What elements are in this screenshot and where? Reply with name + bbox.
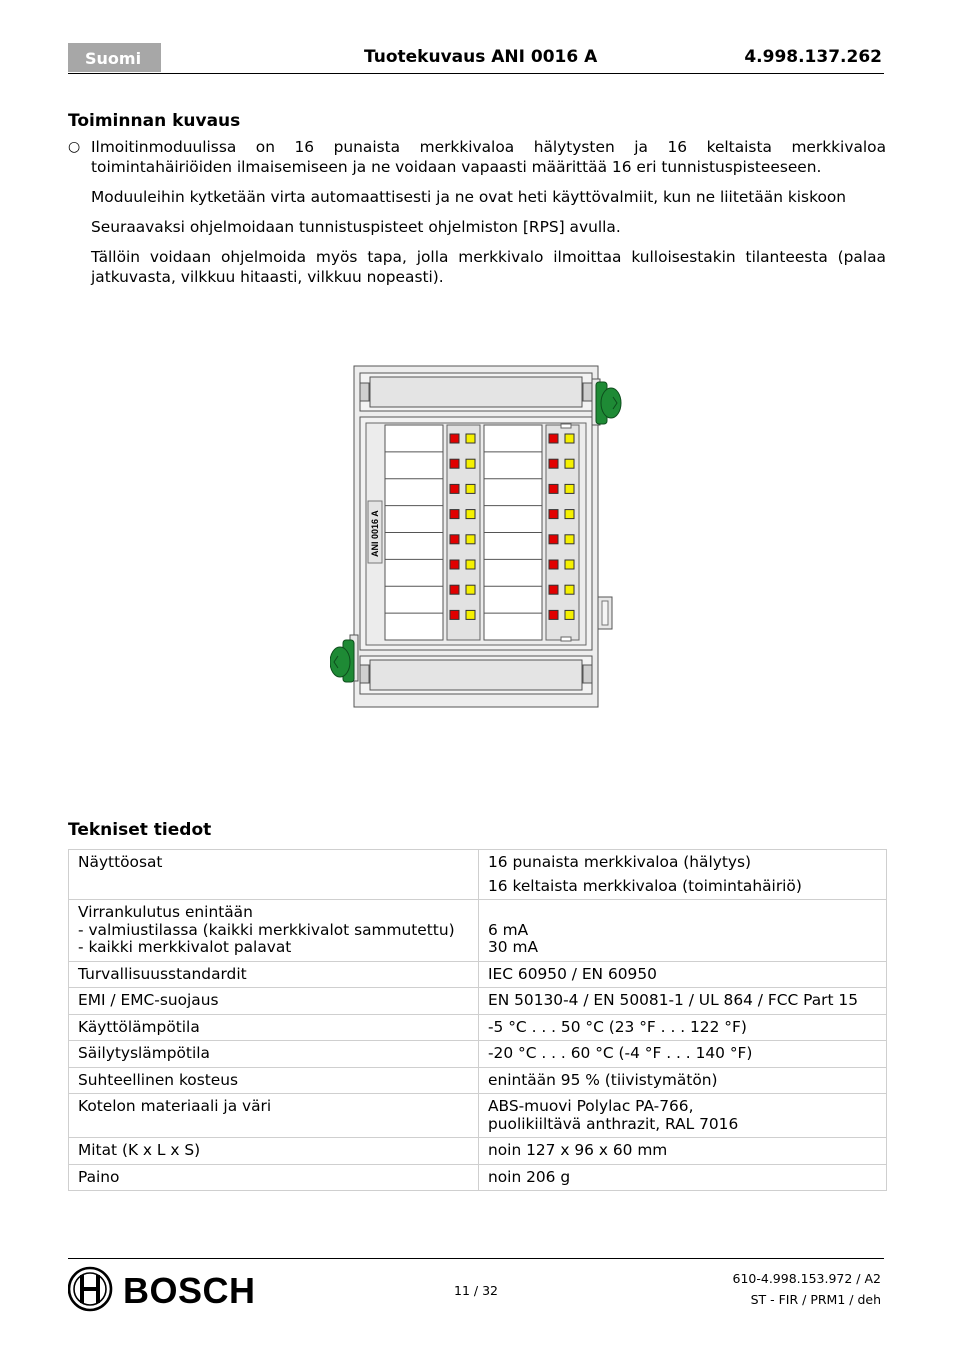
alarm-led <box>549 535 558 544</box>
bullet-circle-icon: ○ <box>68 139 81 155</box>
fault-led <box>565 434 574 443</box>
bottom-rail-slot <box>370 660 582 690</box>
spec-key <box>69 850 479 900</box>
alarm-led <box>549 510 558 519</box>
fault-led <box>565 484 574 493</box>
fault-led <box>466 484 475 493</box>
fault-led <box>565 610 574 619</box>
alarm-led <box>549 610 558 619</box>
spec-key-line: Näyttöosat <box>78 853 163 871</box>
document-title: Tuotekuvaus ANI 0016 A <box>364 47 598 67</box>
fault-led <box>565 560 574 569</box>
spec-row <box>69 900 887 962</box>
spec-key <box>69 900 479 962</box>
fault-led <box>565 459 574 468</box>
spec-value-line: 16 keltaista merkkivaloa (toimintahäiriö) <box>488 876 802 895</box>
page-header <box>68 43 884 74</box>
alarm-led <box>549 560 558 569</box>
description-paragraph: Moduuleihin kytketään virta automaattisesti ja ne ovat heti käyttövalmiit, kun ne liitetään kiskoon <box>91 188 847 206</box>
description-text <box>68 137 886 297</box>
bottom-rail-knob-icon <box>330 635 358 682</box>
document-number: 4.998.137.262 <box>744 47 882 67</box>
spec-row <box>69 1014 887 1041</box>
module-illustration <box>330 365 624 709</box>
description-heading: Toiminnan kuvaus <box>68 111 241 131</box>
alarm-led <box>549 434 558 443</box>
spec-row <box>69 988 887 1015</box>
bosch-logo <box>68 1266 278 1312</box>
spec-row <box>69 961 887 988</box>
spec-row <box>69 850 887 900</box>
spec-value <box>479 1164 887 1191</box>
spec-key <box>69 1067 479 1094</box>
spec-key-line: Paino <box>78 1167 120 1186</box>
spec-key-line: Turvallisuusstandardit <box>78 964 247 983</box>
spec-key <box>69 1094 479 1138</box>
spec-key <box>69 1138 479 1165</box>
spec-value-line: 30 mA <box>488 938 538 956</box>
spec-key-line: Mitat (K x L x S) <box>78 1141 201 1159</box>
description-paragraph: Seuraavaksi ohjelmoidaan tunnistuspisteet ohjelmiston [RPS] avulla. <box>91 218 621 236</box>
language-tab: Suomi <box>68 43 161 72</box>
module-label: ANI 0016 A <box>370 510 380 557</box>
specs-heading: Tekniset tiedot <box>68 820 212 840</box>
document-reference-line: ST - FIR / PRM1 / deh <box>750 1292 881 1307</box>
spec-value <box>479 961 887 988</box>
spec-row <box>69 1094 887 1138</box>
bosch-armature-icon <box>69 1268 111 1310</box>
description-paragraph: Tällöin voidaan ohjelmoida myös tapa, jolla merkkivalo ilmoittaa kulloisestakin tilanteesta (palaa jatkuvasta, vilkkuu hitaasti, vilkkuu nopeasti). <box>91 248 886 286</box>
spec-value-line: 6 mA <box>488 920 529 939</box>
spec-value-line: noin 206 g <box>488 1167 571 1186</box>
spec-value-line: IEC 60950 / EN 60950 <box>488 964 657 983</box>
fault-led <box>466 434 475 443</box>
spec-row <box>69 1138 887 1165</box>
alarm-led <box>450 610 459 619</box>
spec-row <box>69 1164 887 1191</box>
fault-led <box>466 585 475 594</box>
spec-value-line <box>488 904 877 922</box>
spec-key <box>69 1014 479 1041</box>
spec-value <box>479 850 887 900</box>
spec-row <box>69 1041 887 1068</box>
fault-led <box>565 510 574 519</box>
fault-led <box>466 459 475 468</box>
alarm-led <box>450 434 459 443</box>
alarm-led <box>549 459 558 468</box>
spec-value <box>479 1094 887 1138</box>
fault-led <box>466 610 475 619</box>
spec-row <box>69 1067 887 1094</box>
spec-key-line: EMI / EMC-suojaus <box>78 991 219 1009</box>
spec-value-line: noin 127 x 96 x 60 mm <box>488 1141 668 1159</box>
spec-key <box>69 1164 479 1191</box>
fault-led <box>466 560 475 569</box>
fault-led <box>565 535 574 544</box>
alarm-led <box>450 560 459 569</box>
spec-key <box>69 1041 479 1068</box>
spec-value-line: 16 punaista merkkivaloa (hälytys) <box>488 853 752 871</box>
spec-key-line: Virrankulutus enintään <box>78 903 253 921</box>
top-rail-knob-icon <box>592 379 621 425</box>
description-paragraph: ○ Ilmoitinmoduulissa on 16 punaista merkkivaloa hälytysten ja 16 keltaista merkkivaloa toimintahäiriöiden ilmaisemiseen ja ne voidaan vapaasti määrittää 16 eri tunnistuspisteeseen. <box>68 138 886 176</box>
spec-value <box>479 1067 887 1094</box>
led-strip-right <box>546 425 579 640</box>
spec-key-line: Kotelon materiaali ja väri <box>78 1097 272 1115</box>
spec-value-line: puolikiiltävä anthrazit, RAL 7016 <box>488 1114 739 1133</box>
alarm-led <box>450 459 459 468</box>
spec-value <box>479 900 887 962</box>
spec-key <box>69 988 479 1015</box>
spec-value-line: ABS-muovi Polylac PA-766, <box>488 1097 694 1115</box>
alarm-led <box>450 535 459 544</box>
spec-key <box>69 961 479 988</box>
fault-led <box>565 585 574 594</box>
spec-key-line: - kaikki merkkivalot palavat <box>78 938 292 956</box>
alarm-led <box>549 484 558 493</box>
fault-led <box>466 510 475 519</box>
fault-led <box>466 535 475 544</box>
spec-value-line: EN 50130-4 / EN 50081-1 / UL 864 / FCC Part 15 <box>488 991 858 1009</box>
document-reference <box>733 1268 881 1310</box>
bosch-wordmark: BOSCH <box>123 1270 256 1311</box>
spec-key-line: Suhteellinen kosteus <box>78 1070 239 1089</box>
spec-value <box>479 1138 887 1165</box>
spec-key-line: - valmiustilassa (kaikki merkkivalot sammutettu) <box>78 920 455 939</box>
page-number: 11 / 32 <box>454 1283 498 1298</box>
top-rail-slot <box>370 377 582 407</box>
spec-value <box>479 988 887 1015</box>
document-reference-line: 610-4.998.153.972 / A2 <box>732 1271 881 1286</box>
alarm-led <box>450 585 459 594</box>
spec-value <box>479 1014 887 1041</box>
led-strip-left <box>447 425 480 640</box>
alarm-led <box>450 510 459 519</box>
alarm-led <box>450 484 459 493</box>
spec-value-line: -20 °C . . . 60 °C (-4 °F . . . 140 °F) <box>488 1044 753 1062</box>
alarm-led <box>549 585 558 594</box>
spec-value <box>479 1041 887 1068</box>
spec-key-line: Säilytyslämpötila <box>78 1044 210 1062</box>
spec-value-line: enintään 95 % (tiivistymätön) <box>488 1070 718 1089</box>
specs-table <box>68 849 887 1191</box>
spec-key-line: Käyttölämpötila <box>78 1017 200 1036</box>
footer-rule <box>68 1258 884 1259</box>
spec-value-line: -5 °C . . . 50 °C (23 °F . . . 122 °F) <box>488 1017 747 1036</box>
